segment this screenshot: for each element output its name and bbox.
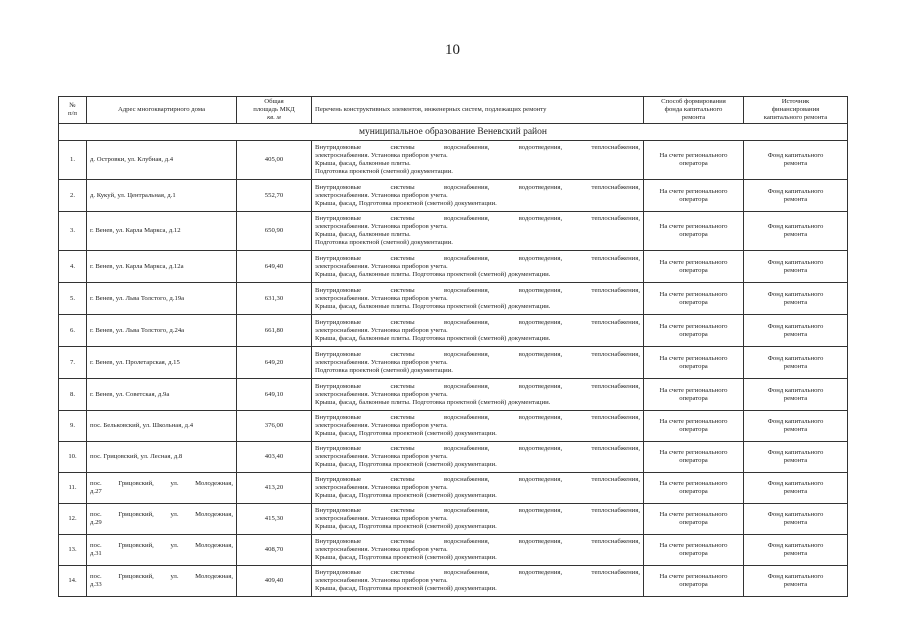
row-address: пос. Грицовский, ул. Молодежная, д.27 — [87, 473, 237, 504]
row-source: Фонд капитального ремонта — [744, 315, 848, 347]
row-method: На счете регионального оператора — [644, 180, 744, 212]
row-area: 649,20 — [237, 347, 312, 379]
row-address: пос. Грицовский, ул. Молодежная, д.31 — [87, 535, 237, 566]
header-number: № п/п — [59, 97, 87, 124]
row-area: 649,40 — [237, 251, 312, 283]
table-row — [59, 315, 848, 347]
row-address: г. Венев, ул. Льва Толстого, д.19а — [87, 283, 237, 315]
header-address: Адрес многоквартирного дома — [87, 97, 237, 124]
row-address: пос. Грицовский, ул. Молодежная, д.29 — [87, 504, 237, 535]
row-works: Внутридомовые системы водоснабжения, водоотведения, теплоснабжения, электроснабжения. Установка приборов учета. Крыша, фасад, Подготовка проектной (сметной) документации. — [312, 504, 644, 535]
row-source: Фонд капитального ремонта — [744, 535, 848, 566]
row-works: Внутридомовые системы водоснабжения, водоотведения, теплоснабжения, электроснабжения. Установка приборов учета. Крыша, фасад, балконные плиты. Подготовка проектной (сметной) документации. — [312, 379, 644, 411]
row-area: 403,40 — [237, 442, 312, 473]
table-row — [59, 180, 848, 212]
row-area: 405,00 — [237, 141, 312, 180]
table-header-row — [59, 97, 848, 124]
header-source: Источник финансирования капитального ремонта — [744, 97, 848, 124]
repair-program-table — [58, 96, 848, 597]
region-title: муниципальное образование Веневский район — [59, 124, 848, 141]
row-method: На счете регионального оператора — [644, 212, 744, 251]
table-row — [59, 535, 848, 566]
row-address: г. Венев, ул. Советская, д.9а — [87, 379, 237, 411]
table-row — [59, 442, 848, 473]
row-number: 9. — [59, 411, 87, 442]
row-area: 408,70 — [237, 535, 312, 566]
row-number: 13. — [59, 535, 87, 566]
row-number: 12. — [59, 504, 87, 535]
row-number: 3. — [59, 212, 87, 251]
row-method: На счете регионального оператора — [644, 251, 744, 283]
row-method: На счете регионального оператора — [644, 347, 744, 379]
row-area: 650,90 — [237, 212, 312, 251]
row-area: 409,40 — [237, 566, 312, 597]
row-address: д. Кукуй, ул. Центральная, д.1 — [87, 180, 237, 212]
row-address: д. Островки, ул. Клубная, д.4 — [87, 141, 237, 180]
row-works: Внутридомовые системы водоснабжения, водоотведения, теплоснабжения, электроснабжения. Установка приборов учета. Крыша, фасад, балконные плиты. Подготовка проектной (сметной) документации. — [312, 141, 644, 180]
header-method: Способ формирования фонда капитального ремонта — [644, 97, 744, 124]
header-works: Перечень конструктивных элементов, инженерных систем, подлежащих ремонту — [312, 97, 644, 124]
table-row — [59, 251, 848, 283]
row-source: Фонд капитального ремонта — [744, 347, 848, 379]
row-method: На счете регионального оператора — [644, 141, 744, 180]
row-method: На счете регионального оператора — [644, 442, 744, 473]
table-row — [59, 379, 848, 411]
row-area: 661,80 — [237, 315, 312, 347]
row-method: На счете регионального оператора — [644, 411, 744, 442]
row-source: Фонд капитального ремонта — [744, 283, 848, 315]
row-number: 1. — [59, 141, 87, 180]
row-source: Фонд капитального ремонта — [744, 566, 848, 597]
row-number: 5. — [59, 283, 87, 315]
row-source: Фонд капитального ремонта — [744, 411, 848, 442]
row-number: 4. — [59, 251, 87, 283]
table-row — [59, 283, 848, 315]
row-address: г. Венев, ул. Пролетарская, д.15 — [87, 347, 237, 379]
row-source: Фонд капитального ремонта — [744, 212, 848, 251]
row-works: Внутридомовые системы водоснабжения, водоотведения, теплоснабжения, электроснабжения. Установка приборов учета. Крыша, фасад, балконные плиты. Подготовка проектной (сметной) документации. — [312, 251, 644, 283]
row-method: На счете регионального оператора — [644, 379, 744, 411]
row-source: Фонд капитального ремонта — [744, 251, 848, 283]
row-source: Фонд капитального ремонта — [744, 442, 848, 473]
table-row — [59, 566, 848, 597]
table-row — [59, 504, 848, 535]
row-source: Фонд капитального ремонта — [744, 141, 848, 180]
row-works: Внутридомовые системы водоснабжения, водоотведения, теплоснабжения, электроснабжения. Установка приборов учета. Крыша, фасад, Подготовка проектной (сметной) документации. — [312, 411, 644, 442]
page-number: 10 — [445, 42, 460, 58]
row-number: 14. — [59, 566, 87, 597]
row-method: На счете регионального оператора — [644, 566, 744, 597]
row-works: Внутридомовые системы водоснабжения, водоотведения, теплоснабжения, электроснабжения. Установка приборов учета. Крыша, фасад, Подготовка проектной (сметной) документации. — [312, 535, 644, 566]
row-source: Фонд капитального ремонта — [744, 379, 848, 411]
row-source: Фонд капитального ремонта — [744, 473, 848, 504]
row-number: 8. — [59, 379, 87, 411]
row-method: На счете регионального оператора — [644, 283, 744, 315]
row-area: 552,70 — [237, 180, 312, 212]
row-method: На счете регионального оператора — [644, 315, 744, 347]
table-row — [59, 212, 848, 251]
row-area: 631,30 — [237, 283, 312, 315]
row-area: 376,00 — [237, 411, 312, 442]
row-number: 6. — [59, 315, 87, 347]
row-works: Внутридомовые системы водоснабжения, водоотведения, теплоснабжения, электроснабжения. Установка приборов учета. Крыша, фасад, балконные плиты. Подготовка проектной (сметной) документации. — [312, 283, 644, 315]
row-works: Внутридомовые системы водоснабжения, водоотведения, теплоснабжения, электроснабжения. Установка приборов учета. Крыша, фасад, Подготовка проектной (сметной) документации. — [312, 473, 644, 504]
row-address: пос. Грицовский, ул. Лесная, д.8 — [87, 442, 237, 473]
table-row — [59, 411, 848, 442]
row-number: 2. — [59, 180, 87, 212]
row-address: пос. Грицовский, ул. Молодежная, д.33 — [87, 566, 237, 597]
row-source: Фонд капитального ремонта — [744, 180, 848, 212]
row-number: 10. — [59, 442, 87, 473]
row-method: На счете регионального оператора — [644, 535, 744, 566]
row-address: г. Венев, ул. Карла Маркса, д.12 — [87, 212, 237, 251]
row-works: Внутридомовые системы водоснабжения, водоотведения, теплоснабжения, электроснабжения. Установка приборов учета. Крыша, фасад, Подготовка проектной (сметной) документации. — [312, 566, 644, 597]
row-address: пос. Бельковский, ул. Школьная, д.4 — [87, 411, 237, 442]
table-row — [59, 473, 848, 504]
row-number: 7. — [59, 347, 87, 379]
row-area: 413,20 — [237, 473, 312, 504]
region-row — [59, 124, 848, 141]
table-row — [59, 347, 848, 379]
header-area: Общая площадь МКД кв. м — [237, 97, 312, 124]
row-source: Фонд капитального ремонта — [744, 504, 848, 535]
row-area: 415,30 — [237, 504, 312, 535]
row-address: г. Венев, ул. Карла Маркса, д.12а — [87, 251, 237, 283]
row-method: На счете регионального оператора — [644, 473, 744, 504]
row-works: Внутридомовые системы водоснабжения, водоотведения, теплоснабжения, электроснабжения. Установка приборов учета. Крыша, фасад, балконные плиты. Подготовка проектной (сметной) документации. — [312, 212, 644, 251]
row-works: Внутридомовые системы водоснабжения, водоотведения, теплоснабжения, электроснабжения. Установка приборов учета. Подготовка проектной (сметной) документации. — [312, 347, 644, 379]
row-method: На счете регионального оператора — [644, 504, 744, 535]
row-works: Внутридомовые системы водоснабжения, водоотведения, теплоснабжения, электроснабжения. Установка приборов учета. Крыша, фасад, балконные плиты. Подготовка проектной (сметной) документации. — [312, 315, 644, 347]
table-row — [59, 141, 848, 180]
row-area: 649,10 — [237, 379, 312, 411]
row-number: 11. — [59, 473, 87, 504]
row-address: г. Венев, ул. Льва Толстого, д.24а — [87, 315, 237, 347]
row-works: Внутридомовые системы водоснабжения, водоотведения, теплоснабжения, электроснабжения. Установка приборов учета. Крыша, фасад, Подготовка проектной (сметной) документации. — [312, 180, 644, 212]
row-works: Внутридомовые системы водоснабжения, водоотведения, теплоснабжения, электроснабжения. Установка приборов учета. Крыша, фасад, Подготовка проектной (сметной) документации. — [312, 442, 644, 473]
